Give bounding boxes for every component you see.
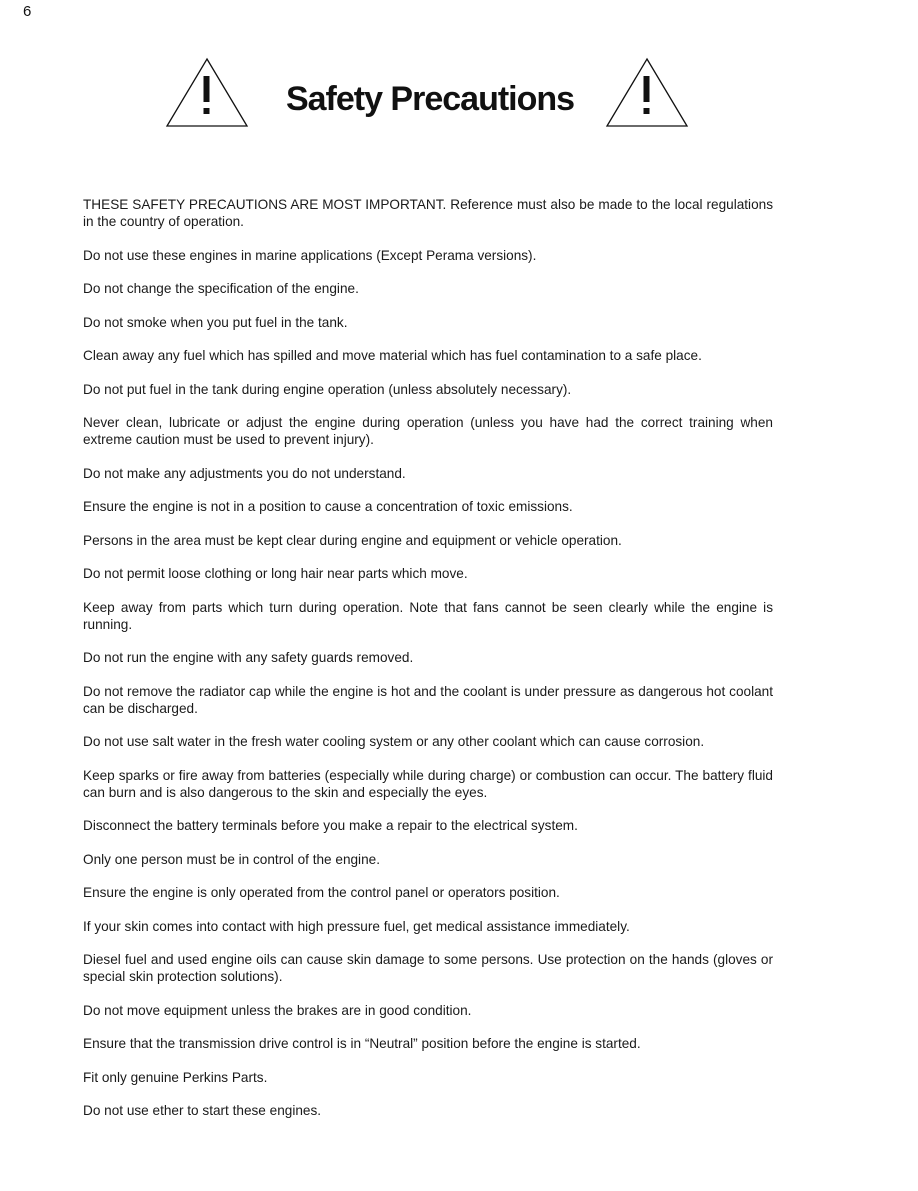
paragraph: Do not use these engines in marine applications (Except Perama versions).: [83, 247, 537, 263]
paragraph: Only one person must be in control of the engine.: [83, 851, 380, 867]
paragraph: Keep sparks or fire away from batteries (especially while during charge) or combustion can occur. The battery fluid can burn and is also dangerous to the skin and especially the eyes.: [83, 767, 773, 800]
paragraph: Ensure the engine is only operated from the control panel or operators position.: [83, 885, 560, 900]
paragraph: Fit only genuine Perkins Parts.: [83, 1069, 268, 1085]
paragraph: THESE SAFETY PRECAUTIONS ARE MOST IMPORTANT. Reference must also be made to the local regulations in the country of operation.: [83, 197, 773, 229]
paragraph: Disconnect the battery terminals before you make a repair to the electrical system.: [83, 818, 578, 833]
paragraph: Do not move equipment unless the brakes are in good condition.: [83, 1002, 472, 1018]
paragraph: Do not remove the radiator cap while the engine is hot and the coolant is under pressure as dangerous hot coolant can be discharged.: [83, 683, 773, 716]
paragraph: Diesel fuel and used engine oils can cause skin damage to some persons. Use protection on the hands (gloves or special skin protection solutions).: [83, 952, 773, 984]
paragraph: Do not make any adjustments you do not understand.: [83, 465, 406, 481]
paragraph: If your skin comes into contact with high pressure fuel, get medical assistance immediately.: [83, 918, 630, 934]
paragraph: Ensure the engine is not in a position to cause a concentration of toxic emissions.: [83, 499, 573, 514]
warning-triangle-icon: [165, 56, 249, 128]
paragraph: Keep away from parts which turn during operation. Note that fans cannot be seen clearly while the engine is running.: [83, 599, 773, 632]
paragraph: Do not use salt water in the fresh water cooling system or any other coolant which can cause corrosion.: [83, 734, 705, 749]
paragraph: Do not permit loose clothing or long hair near parts which move.: [83, 566, 468, 581]
page-number: 6: [23, 3, 32, 20]
paragraph: Clean away any fuel which has spilled and move material which has fuel contamination to a safe place.: [83, 348, 702, 363]
safety-precautions-list: [83, 196, 773, 1136]
paragraph: Persons in the area must be kept clear during engine and equipment or vehicle operation.: [83, 532, 622, 548]
page-header: [0, 52, 918, 132]
paragraph: Do not change the specification of the engine.: [83, 281, 359, 296]
paragraph: Do not smoke when you put fuel in the tank.: [83, 314, 348, 330]
paragraph: Do not use ether to start these engines.: [83, 1103, 322, 1118]
page-title: Safety Precautions: [285, 80, 575, 118]
paragraph: Ensure that the transmission drive control is in “Neutral” position before the engine is started.: [83, 1036, 641, 1051]
paragraph: Never clean, lubricate or adjust the engine during operation (unless you have had the correct training when extreme caution must be used to prevent injury).: [83, 415, 773, 447]
paragraph: Do not run the engine with any safety guards removed.: [83, 650, 414, 665]
paragraph: Do not put fuel in the tank during engine operation (unless absolutely necessary).: [83, 381, 572, 397]
warning-triangle-icon: [605, 56, 689, 128]
